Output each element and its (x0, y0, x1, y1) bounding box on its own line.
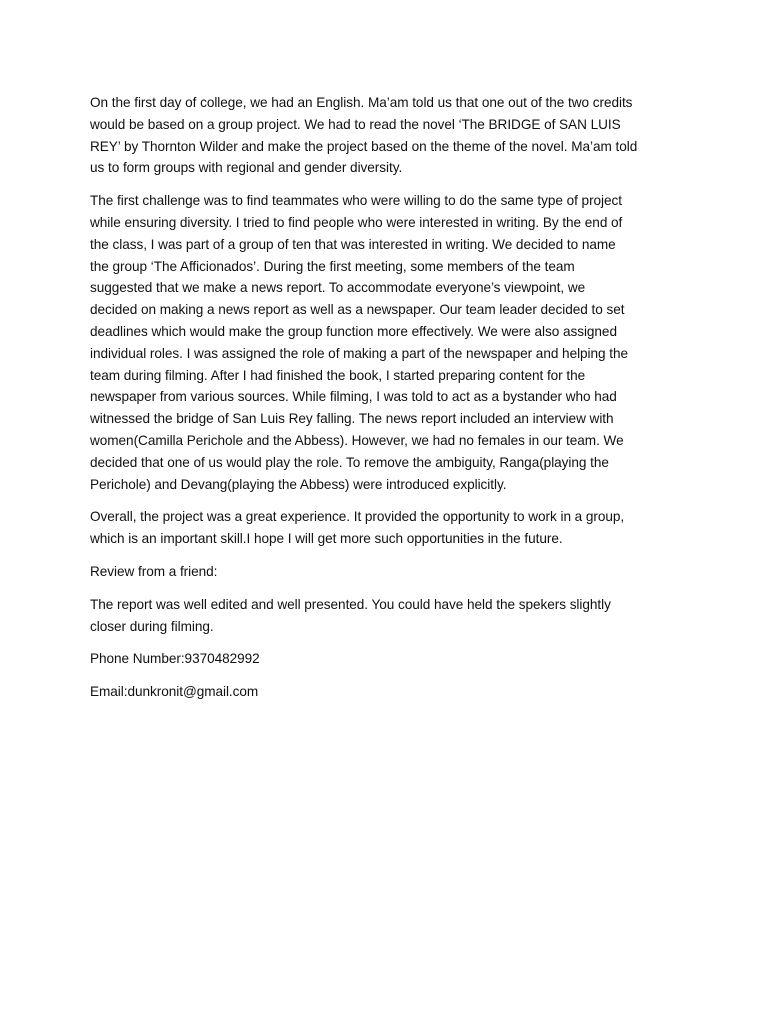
text-line: deadlines which would make the group function more effectively. We were also assigned (90, 323, 617, 339)
text-line: witnessed the bridge of San Luis Rey falling. The news report included an interview with (90, 411, 614, 427)
phone-number (90, 648, 690, 670)
review-heading (90, 561, 690, 583)
text-line: team during filming. After I had finished the book, I started preparing content for the (90, 367, 586, 383)
text-line: The first challenge was to find teammates who were willing to do the same type of project (90, 193, 623, 209)
text-line: individual roles. I was assigned the role of making a part of the newspaper and helping the (90, 345, 629, 361)
text-line: Overall, the project was a great experience. It provided the opportunity to work in a group, (90, 509, 625, 525)
text-line: suggested that we make a news report. To accommodate everyone’s viewpoint, we (90, 280, 586, 296)
text-line: Email:dunkronit@gmail.com (90, 684, 259, 700)
challenge-paragraph (90, 190, 690, 495)
document-page (90, 92, 690, 714)
text-line: decided on making a news report as well as a newspaper. Our team leader decided to set (90, 302, 625, 318)
text-line: Phone Number:9370482992 (90, 651, 260, 667)
text-line: while ensuring diversity. I tried to find people who were interested in writing. By the end of (90, 214, 623, 230)
text-line: On the first day of college, we had an English. Ma’am told us that one out of the two credits (90, 95, 633, 110)
text-line: Review from a friend: (90, 563, 218, 579)
text-line: us to form groups with regional and gender diversity. (90, 160, 403, 176)
text-line: newspaper from various sources. While filming, I was told to act as a bystander who had (90, 389, 617, 405)
text-line: REY’ by Thornton Wilder and make the project based on the theme of the novel. Ma’am told (90, 138, 638, 154)
text-line: closer during filming. (90, 618, 214, 634)
text-line: would be based on a group project. We had to read the novel ‘The BRIDGE of SAN LUIS (90, 116, 621, 132)
text-line: the class, I was part of a group of ten that was interested in writing. We decided to name (90, 236, 616, 252)
text-line: the group ‘The Afficionados’. During the first meeting, some members of the team (90, 258, 575, 274)
text-line: women(Camilla Perichole and the Abbess). However, we had no females in our team. We (90, 432, 624, 448)
review-paragraph (90, 594, 690, 638)
email-address (90, 681, 690, 703)
conclusion-paragraph (90, 506, 690, 550)
text-line: which is an important skill.I hope I will get more such opportunities in the future. (90, 531, 563, 547)
text-line: decided that one of us would play the role. To remove the ambiguity, Ranga(playing the (90, 454, 609, 470)
intro-paragraph (90, 92, 690, 179)
text-line: The report was well edited and well presented. You could have held the spekers slightly (90, 596, 611, 612)
text-line: Perichole) and Devang(playing the Abbess) were introduced explicitly. (90, 476, 507, 492)
